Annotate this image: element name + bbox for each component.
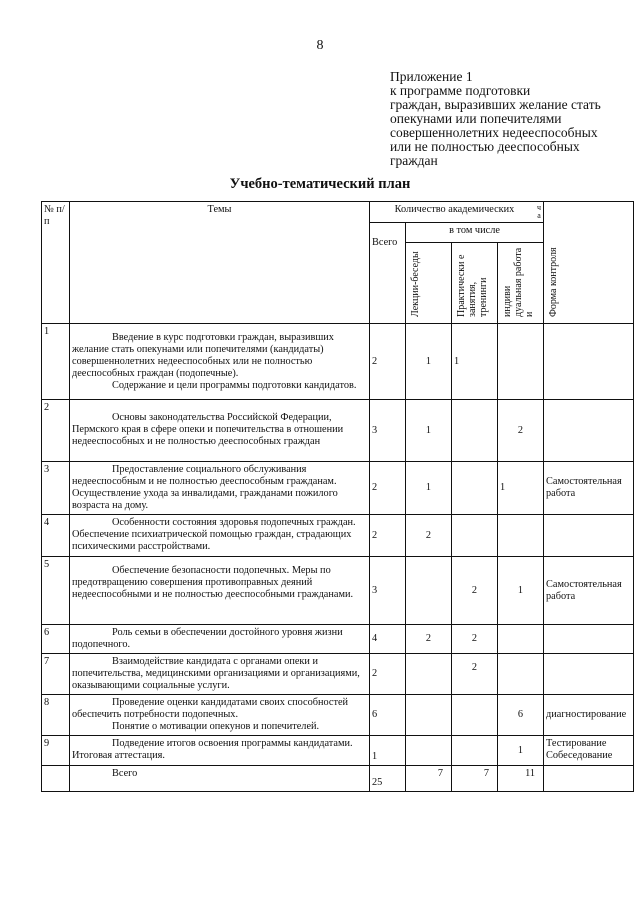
totals-label: Всего xyxy=(112,768,138,779)
row-lectures: 2 xyxy=(406,515,452,557)
row-practice: 2 xyxy=(452,625,498,654)
row-lectures: 1 xyxy=(406,462,452,515)
row-individual: 1 xyxy=(498,557,544,625)
row-theme-text: Подведение итогов освоения программы кандидатами. Итоговая аттестация. xyxy=(72,738,353,761)
row-lectures xyxy=(406,736,452,766)
row-total: 3 xyxy=(370,400,406,462)
table-row xyxy=(42,654,634,695)
row-theme xyxy=(70,557,370,625)
row-form xyxy=(544,625,634,654)
row-num: 4 xyxy=(42,515,70,557)
row-num: 2 xyxy=(42,400,70,462)
totals-total: 25 xyxy=(370,766,406,792)
row-theme xyxy=(70,736,370,766)
table-row xyxy=(42,695,634,736)
table-row xyxy=(42,324,634,400)
row-theme-text: Введение в курс подготовки граждан, выразивших желание стать опекунами или попечителями (кандидаты) совершеннолетних недееспособных или не полностью дееспособных граждан (подопечные). xyxy=(72,332,334,379)
row-lectures xyxy=(406,557,452,625)
row-individual xyxy=(498,625,544,654)
row-individual xyxy=(498,515,544,557)
row-practice xyxy=(452,515,498,557)
row-individual xyxy=(498,654,544,695)
row-form: Самостоятельная работа xyxy=(544,557,634,625)
header-hours-label: Количество академических xyxy=(394,204,515,215)
row-num: 9 xyxy=(42,736,70,766)
row-form xyxy=(544,324,634,400)
appendix-line: граждан xyxy=(390,153,438,168)
row-practice xyxy=(452,400,498,462)
header-form-label: Форма контроля xyxy=(548,247,560,317)
header-lectures xyxy=(406,243,452,324)
row-num: 5 xyxy=(42,557,70,625)
row-form: диагностирование xyxy=(544,695,634,736)
header-practice xyxy=(452,243,498,324)
row-form xyxy=(544,654,634,695)
row-num: 8 xyxy=(42,695,70,736)
row-theme xyxy=(70,695,370,736)
table-row xyxy=(42,736,634,766)
row-lectures xyxy=(406,654,452,695)
header-practice-label: Практически е занятия, тренинги xyxy=(456,254,489,317)
row-form xyxy=(544,400,634,462)
row-num: 7 xyxy=(42,654,70,695)
row-practice: 2 xyxy=(452,654,498,695)
row-practice: 1 xyxy=(452,324,498,400)
row-theme xyxy=(70,654,370,695)
appendix-line: совершеннолетних недееспособных xyxy=(390,125,598,140)
row-lectures: 2 xyxy=(406,625,452,654)
curriculum-table xyxy=(41,201,634,792)
header-total: Всего xyxy=(370,223,406,324)
table-row xyxy=(42,400,634,462)
row-total: 4 xyxy=(370,625,406,654)
row-num: 6 xyxy=(42,625,70,654)
row-theme-text: Проведение оценки кандидатами своих способностей обеспечить потребности подопечных. xyxy=(72,697,349,720)
row-individual xyxy=(498,324,544,400)
row-theme xyxy=(70,462,370,515)
totals-row xyxy=(42,766,634,792)
header-hours xyxy=(370,202,544,223)
row-total: 3 xyxy=(370,557,406,625)
header-hours-suffix: ч а xyxy=(536,203,542,220)
header-lectures-label: Лекции-беседы xyxy=(410,251,421,317)
row-lectures: 1 xyxy=(406,324,452,400)
appendix-note xyxy=(390,70,635,168)
row-total: 2 xyxy=(370,654,406,695)
totals-practice: 7 xyxy=(452,766,498,792)
header-form xyxy=(544,202,634,324)
row-individual: 6 xyxy=(498,695,544,736)
row-lectures xyxy=(406,695,452,736)
row-lectures: 1 xyxy=(406,400,452,462)
row-num: 3 xyxy=(42,462,70,515)
row-practice xyxy=(452,736,498,766)
row-individual: 1 xyxy=(498,462,544,515)
appendix-line: к программе подготовки xyxy=(390,83,531,98)
header-including: в том числе xyxy=(406,223,544,243)
table-row xyxy=(42,462,634,515)
row-total: 2 xyxy=(370,462,406,515)
row-theme-text: Предоставление социального обслуживания недееспособным и не полностью дееспособным гражданам. Осуществление ухода за инвалидами, гражданами пожилого возраста на дому. xyxy=(72,464,338,511)
totals-individual: 11 xyxy=(498,766,544,792)
row-theme-text: Роль семьи в обеспечении достойного уровня жизни подопечного. xyxy=(72,627,343,650)
row-individual: 1 xyxy=(498,736,544,766)
totals-label-cell xyxy=(70,766,370,792)
header-individual xyxy=(498,243,544,324)
row-individual: 2 xyxy=(498,400,544,462)
row-form: Самостоятельная работа xyxy=(544,462,634,515)
table-row xyxy=(42,557,634,625)
row-total: 2 xyxy=(370,324,406,400)
header-individual-label: индиви дуальная работа и xyxy=(502,247,535,317)
row-total: 6 xyxy=(370,695,406,736)
row-theme xyxy=(70,515,370,557)
row-theme-text: Основы законодательства Российской Федерации, Пермского края в сфере опеки и попечительства в отношении недееспособных и не полностью дееспособных граждан xyxy=(72,412,344,447)
row-theme-text: Особенности состояния здоровья подопечных граждан. Обеспечение психиатрической помощью граждан, страдающих психическими расстройствами. xyxy=(72,517,356,552)
totals-lectures: 7 xyxy=(406,766,452,792)
document-title: Учебно-тематический план xyxy=(229,176,411,192)
row-theme xyxy=(70,400,370,462)
header-num: № п/п xyxy=(42,202,70,324)
row-practice: 2 xyxy=(452,557,498,625)
row-num: 1 xyxy=(42,324,70,400)
row-form: Тестирование Собеседование xyxy=(544,736,634,766)
row-theme xyxy=(70,324,370,400)
row-form xyxy=(544,515,634,557)
header-theme: Темы xyxy=(70,202,370,324)
table-row xyxy=(42,625,634,654)
row-practice xyxy=(452,695,498,736)
appendix-line: или не полностью дееспособных xyxy=(390,139,580,154)
row-theme xyxy=(70,625,370,654)
row-practice xyxy=(452,462,498,515)
table-row xyxy=(42,515,634,557)
row-theme-text: Содержание и цели программы подготовки кандидатов. xyxy=(112,380,357,391)
row-theme-text: Обеспечение безопасности подопечных. Меры по предотвращению совершения противоправных деяний недееспособными и не полностью дееспособными гражданами. xyxy=(72,565,354,600)
row-theme-text: Понятие о мотивации опекунов и попечителей. xyxy=(112,721,320,732)
appendix-line: опекунами или попечителями xyxy=(390,111,562,126)
page-number: 8 xyxy=(316,38,324,53)
appendix-line: Приложение 1 xyxy=(390,69,473,84)
row-theme-text: Взаимодействие кандидата с органами опеки и попечительства, медицинскими организациями и организациями, оказывающими социальные услуги. xyxy=(72,656,360,691)
appendix-line: граждан, выразивших желание стать xyxy=(390,97,601,112)
row-total: 2 xyxy=(370,515,406,557)
row-total: 1 xyxy=(370,736,406,766)
